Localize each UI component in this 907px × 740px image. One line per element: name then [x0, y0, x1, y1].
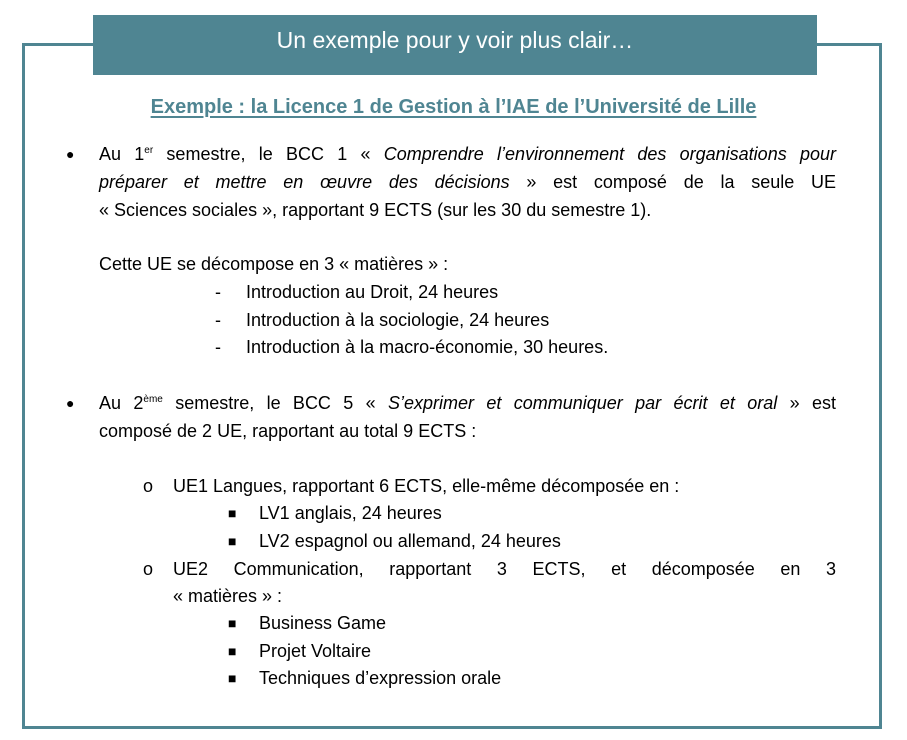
ue1-item: LV1 anglais, 24 heures: [259, 503, 442, 523]
square-bullet-icon: ■: [228, 615, 237, 631]
ue2-line2: « matières » :: [173, 586, 283, 606]
ue2-line1: UE2 Communication, rapportant 3 ECTS, et décomposée en 3: [173, 559, 836, 579]
ue1-item: LV2 espagnol ou allemand, 24 heures: [259, 531, 561, 551]
item1-line1: Au 1er semestre, le BCC 1 « Comprendre l’environnement des organisations pour: [99, 144, 836, 164]
ue1-label: UE1 Langues, rapportant 6 ECTS, elle-même décomposée en :: [173, 476, 680, 496]
item1-line3: « Sciences sociales », rapportant 9 ECTS (sur les 30 du semestre 1).: [99, 200, 652, 220]
item2-line2: composé de 2 UE, rapportant au total 9 ECTS :: [99, 421, 477, 441]
square-bullet-icon: ■: [228, 533, 237, 549]
dash-marker: -: [215, 310, 221, 330]
item1-decomp: Cette UE se décompose en 3 « matières » :: [99, 254, 449, 274]
dash-marker: -: [215, 282, 221, 302]
matiere-item: Introduction à la sociologie, 24 heures: [246, 310, 550, 330]
item1-line2: préparer et mettre en œuvre des décisions » est composé de la seule UE: [99, 172, 836, 192]
square-bullet-icon: ■: [228, 670, 237, 686]
matiere-item: Introduction au Droit, 24 heures: [246, 282, 499, 302]
circle-bullet-icon: o: [143, 559, 154, 579]
ue2-item: Business Game: [259, 613, 387, 633]
subtitle: Exemple : la Licence 1 de Gestion à l’IAE de l’Université de Lille: [150, 96, 757, 118]
matiere-item: Introduction à la macro-économie, 30 heures.: [246, 337, 609, 357]
dash-marker: -: [215, 337, 221, 357]
banner-title: Un exemple pour y voir plus clair…: [93, 15, 817, 75]
item2-line1: Au 2ème semestre, le BCC 5 « S’exprimer et communiquer par écrit et oral » est: [99, 393, 836, 413]
square-bullet-icon: ■: [228, 505, 237, 521]
bullet-icon: ●: [66, 395, 75, 411]
ue2-item: Techniques d’expression orale: [259, 668, 502, 688]
ue2-item: Projet Voltaire: [259, 641, 372, 661]
square-bullet-icon: ■: [228, 643, 237, 659]
circle-bullet-icon: o: [143, 476, 154, 496]
bullet-icon: ●: [66, 146, 75, 162]
